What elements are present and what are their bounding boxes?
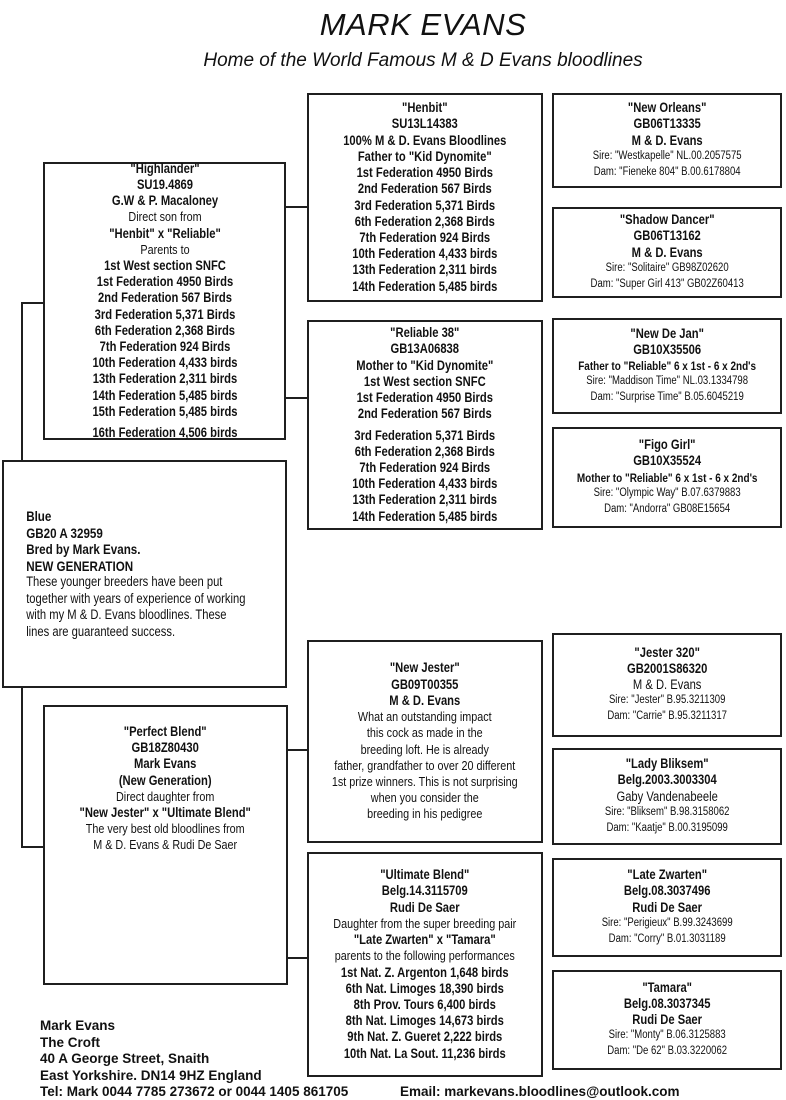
box-text-line: father, grandfather to over 20 different bbox=[334, 757, 516, 773]
box-text-line: Dam: "Kaatje" B.00.3195099 bbox=[606, 821, 728, 834]
box-text-line: Parents to bbox=[139, 241, 190, 257]
box-text-line: Direct son from bbox=[127, 209, 202, 225]
box-text-line: Dam: "Fieneke 804" B.00.6178804 bbox=[593, 165, 741, 178]
box-text-line: "New Orleans" bbox=[627, 100, 707, 116]
box-text-line: M & D. Evans bbox=[632, 677, 702, 693]
box-text-line: Dam: "Andorra" GB08E15654 bbox=[603, 502, 731, 515]
box-text-line: The very best old bloodlines from bbox=[86, 821, 245, 837]
box-text-line: 13th Federation 2,311 birds bbox=[352, 262, 498, 278]
connector-line bbox=[284, 206, 307, 208]
box-text-line: 8th Prov. Tours 6,400 birds bbox=[353, 996, 497, 1012]
box-text-line: this cock as made in the bbox=[367, 725, 483, 741]
box-text-line: GB06T13335 bbox=[633, 116, 701, 132]
box-text-line: GB20 A 32959 bbox=[26, 524, 104, 541]
box-text-line: Daughter from the super breeding pair bbox=[333, 915, 517, 931]
box-text-line: "Late Zwarten" x "Tamara" bbox=[354, 932, 496, 948]
box-text-line: 2nd Federation 567 Birds bbox=[97, 290, 232, 306]
page-title: MARK EVANS bbox=[319, 7, 527, 42]
box-text-line: GB06T13162 bbox=[633, 228, 701, 244]
box-text-line: together with years of experience of working bbox=[26, 590, 246, 606]
box-text-line: GB18Z80430 bbox=[131, 740, 200, 756]
box-text-line: SU13L14383 bbox=[391, 116, 459, 132]
box-text-line: G.W & P. Macaloney bbox=[111, 193, 218, 209]
box-text-line: "Henbit" x "Reliable" bbox=[108, 225, 221, 241]
contact-line: 40 A George Street, Snaith bbox=[40, 1051, 210, 1066]
box-text-line: 1st West section SNFC bbox=[103, 258, 226, 273]
box-text-line: "Highlander" bbox=[129, 160, 200, 176]
box-text-line: "Ultimate Blend" bbox=[380, 867, 470, 883]
box-text-line: Mother to "Kid Dynomite" bbox=[356, 357, 494, 373]
pedigree-box-new-de-jan bbox=[552, 318, 782, 414]
box-text-line: Father to "Reliable" 6 x 1st - 6 x 2nd's bbox=[578, 359, 756, 374]
box-text-line: "Reliable 38" bbox=[390, 325, 460, 341]
box-text-line: GB10X35506 bbox=[633, 341, 701, 357]
box-content bbox=[4, 508, 285, 640]
box-text-line: What an outstanding impact bbox=[358, 709, 492, 725]
box-text-line: Mother to "Reliable" 6 x 1st - 6 x 2nd's bbox=[576, 470, 758, 485]
box-content bbox=[554, 645, 780, 725]
box-text-line: Rudi De Saer bbox=[390, 899, 460, 915]
box-content bbox=[554, 212, 780, 292]
box-text-line: 1st prize winners. This is not surprising bbox=[332, 773, 518, 789]
connector-line bbox=[21, 302, 23, 462]
box-content bbox=[309, 660, 541, 822]
pedigree-box-jester-320 bbox=[552, 633, 782, 737]
connector-line bbox=[286, 957, 307, 959]
pedigree-box-blue bbox=[2, 460, 287, 688]
box-text-line: M & D. Evans bbox=[631, 244, 703, 260]
box-text-line: 13th Federation 2,311 birds bbox=[92, 371, 237, 387]
box-text-line: Sire: "Westkapelle" NL.00.2057575 bbox=[592, 149, 742, 162]
box-text-line: Belg.08.3037345 bbox=[623, 995, 711, 1011]
box-text-line: "New Jester" bbox=[390, 660, 460, 676]
box-text-line: Sire: "Monty" B.06.3125883 bbox=[608, 1029, 726, 1042]
box-text-line: 3rd Federation 5,371 Birds bbox=[94, 306, 235, 322]
box-text-line: 7th Federation 924 Birds bbox=[359, 459, 491, 475]
box-text-line: GB13A06838 bbox=[390, 341, 460, 357]
box-text-line: 1st Nat. Z. Argenton 1,648 birds bbox=[341, 964, 509, 980]
pedigree-box-figo-girl bbox=[552, 427, 782, 528]
box-content bbox=[309, 325, 541, 524]
box-text-line: Blue bbox=[26, 508, 52, 524]
box-content bbox=[554, 437, 780, 517]
box-text-line: Sire: "Bliksem" B.98.3158062 bbox=[604, 805, 730, 818]
box-content bbox=[554, 867, 780, 947]
box-text-line: 1st West section SNFC bbox=[364, 373, 486, 389]
box-text-line: 1st Federation 4950 Birds bbox=[356, 390, 494, 406]
box-text-line: Sire: "Olympic Way" B.07.6379883 bbox=[593, 486, 741, 499]
box-text-line: Dam: "De 62" B.03.3220062 bbox=[607, 1045, 727, 1058]
box-text-line: "Shadow Dancer" bbox=[619, 212, 715, 228]
box-text-line: Rudi De Saer bbox=[632, 1012, 702, 1028]
box-content bbox=[45, 161, 284, 441]
box-text-line: 6th Federation 2,368 Birds bbox=[354, 213, 496, 229]
contact-line: The Croft bbox=[40, 1034, 100, 1050]
box-text-line: 6th Federation 2,368 Birds bbox=[354, 443, 496, 459]
box-text-line: "Perfect Blend" bbox=[124, 724, 207, 739]
box-text-line: "New Jester" x "Ultimate Blend" bbox=[79, 805, 252, 821]
page-subtitle: Home of the World Famous M & D Evans bloodlines bbox=[203, 50, 643, 71]
box-text-line: SU19.4869 bbox=[136, 176, 193, 192]
box-content bbox=[554, 326, 780, 406]
pedigree-box-new-jester bbox=[307, 640, 543, 843]
pedigree-box-henbit bbox=[307, 93, 543, 302]
email-text: Email: markevans.bloodlines@outlook.com bbox=[400, 1084, 680, 1099]
box-text-line: (New Generation) bbox=[119, 772, 212, 788]
box-text-line: Mark Evans bbox=[134, 756, 197, 772]
pedigree-box-late-zwarten bbox=[552, 858, 782, 957]
box-text-line: 3rd Federation 5,371 Birds bbox=[354, 427, 496, 443]
box-text-line: "Jester 320" bbox=[634, 644, 700, 660]
box-text-line: 10th Nat. La Sout. 11,236 birds bbox=[344, 1045, 506, 1061]
box-text-line: 7th Federation 924 Birds bbox=[99, 339, 230, 355]
box-text-line: NEW GENERATION bbox=[26, 557, 134, 574]
box-text-line: GB09T00355 bbox=[391, 676, 459, 692]
box-text-line: Rudi De Saer bbox=[632, 899, 702, 915]
box-text-line: Dam: "Surprise Time" B.05.6045219 bbox=[590, 391, 744, 404]
box-text-line: Dam: "Carrie" B.95.3211317 bbox=[607, 710, 727, 723]
box-text-line: 6th Nat. Limoges 18,390 birds bbox=[345, 980, 505, 996]
box-text-line: 8th Nat. Limoges 14,673 birds bbox=[345, 1013, 505, 1029]
box-text-line: "Henbit" bbox=[402, 100, 448, 116]
pedigree-box-perfect-blend bbox=[43, 705, 288, 985]
pedigree-box-new-orleans bbox=[552, 93, 782, 188]
box-text-line: "Tamara" bbox=[642, 979, 692, 995]
box-text-line: "Late Zwarten" bbox=[627, 867, 707, 883]
box-text-line: Dam: "Super Girl 413" GB02Z60413 bbox=[590, 277, 744, 290]
box-text-line: Belg.14.3115709 bbox=[382, 883, 468, 899]
box-text-line: Sire: "Jester" B.95.3211309 bbox=[608, 694, 726, 707]
box-text-line: 13th Federation 2,311 birds bbox=[352, 492, 498, 508]
box-content bbox=[554, 100, 780, 180]
contact-block bbox=[40, 1018, 348, 1100]
contact-line: Tel: Mark 0044 7785 273672 or 0044 1405 861705 bbox=[40, 1084, 349, 1099]
box-text-line: "Lady Bliksem" bbox=[625, 756, 709, 772]
box-text-line: 10th Federation 4,433 birds bbox=[91, 355, 238, 371]
box-text-line: 16th Federation 4,506 birds bbox=[91, 425, 238, 441]
box-text-line: breeding in his pedigree bbox=[367, 806, 483, 822]
box-text-line: when you consider the bbox=[371, 790, 479, 806]
box-text-line: parents to the following performances bbox=[335, 948, 515, 964]
box-text-line: M & D. Evans bbox=[389, 692, 461, 708]
box-text-line: Sire: "Perigieux" B.99.3243699 bbox=[601, 916, 733, 929]
box-text-line: with my M & D. Evans bloodlines. These bbox=[26, 607, 227, 622]
box-text-line: 1st Federation 4950 Birds bbox=[356, 165, 494, 181]
box-text-line: Sire: "Solitaire" GB98Z02620 bbox=[605, 261, 729, 274]
connector-line bbox=[286, 749, 307, 751]
box-text-line: 100% M & D. Evans Bloodlines bbox=[343, 132, 507, 148]
pedigree-box-highlander bbox=[43, 162, 286, 440]
box-text-line: 6th Federation 2,368 Birds bbox=[94, 322, 235, 338]
box-text-line: 10th Federation 4,433 birds bbox=[352, 246, 498, 262]
box-text-line: 2nd Federation 567 Birds bbox=[358, 406, 492, 422]
box-text-line: lines are guaranteed success. bbox=[26, 623, 176, 639]
box-text-line: 15th Federation 5,485 birds bbox=[91, 403, 238, 419]
connector-line bbox=[21, 846, 43, 848]
contact-line: East Yorkshire. DN14 9HZ England bbox=[40, 1067, 262, 1083]
box-text-line: 1st Federation 4950 Birds bbox=[96, 274, 233, 290]
box-text-line: 9th Nat. Z. Gueret 2,222 birds bbox=[347, 1029, 503, 1045]
box-content bbox=[45, 724, 286, 854]
box-text-line: Direct daughter from bbox=[116, 788, 215, 804]
box-text-line: Father to "Kid Dynomite" bbox=[358, 148, 492, 164]
pedigree-box-shadow-dancer bbox=[552, 207, 782, 298]
pedigree-box-tamara bbox=[552, 970, 782, 1070]
box-text-line: M & D. Evans bbox=[631, 132, 703, 148]
box-text-line: Belg.08.3037496 bbox=[623, 883, 711, 899]
box-text-line: These younger breeders have been put bbox=[26, 574, 223, 589]
box-text-line: Belg.2003.3003304 bbox=[617, 772, 717, 788]
box-text-line: GB10X35524 bbox=[633, 453, 701, 469]
box-text-line: 14th Federation 5,485 birds bbox=[352, 278, 498, 294]
box-text-line: Bred by Mark Evans. bbox=[26, 541, 141, 557]
box-text-line: 14th Federation 5,485 birds bbox=[91, 387, 238, 403]
box-text-line: Dam: "Corry" B.01.3031189 bbox=[608, 932, 726, 945]
box-text-line: 10th Federation 4,433 birds bbox=[352, 476, 498, 492]
box-text-line: 3rd Federation 5,371 Birds bbox=[354, 197, 496, 213]
box-content bbox=[554, 756, 780, 836]
box-text-line: 7th Federation 924 Birds bbox=[359, 229, 491, 245]
box-text-line: 2nd Federation 567 Birds bbox=[358, 181, 492, 197]
box-text-line: M & D. Evans & Rudi De Saer bbox=[93, 837, 238, 853]
connector-line bbox=[21, 302, 43, 304]
box-content bbox=[309, 100, 541, 294]
box-text-line: Sire: "Maddison Time" NL.03.1334798 bbox=[586, 375, 748, 388]
box-text-line: breeding loft. He is already bbox=[360, 741, 490, 757]
box-text-line: Gaby Vandenabeele bbox=[616, 788, 718, 804]
connector-line bbox=[21, 686, 23, 848]
box-content bbox=[554, 980, 780, 1060]
box-text-line: GB2001S86320 bbox=[626, 660, 708, 676]
box-text-line: "New De Jan" bbox=[630, 325, 704, 341]
box-text-line: 14th Federation 5,485 birds bbox=[352, 508, 498, 524]
contact-line: Mark Evans bbox=[40, 1018, 116, 1033]
pedigree-box-lady-bliksem bbox=[552, 748, 782, 845]
pedigree-box-reliable-38 bbox=[307, 320, 543, 530]
connector-line bbox=[284, 397, 307, 399]
box-text-line: "Figo Girl" bbox=[638, 437, 696, 453]
